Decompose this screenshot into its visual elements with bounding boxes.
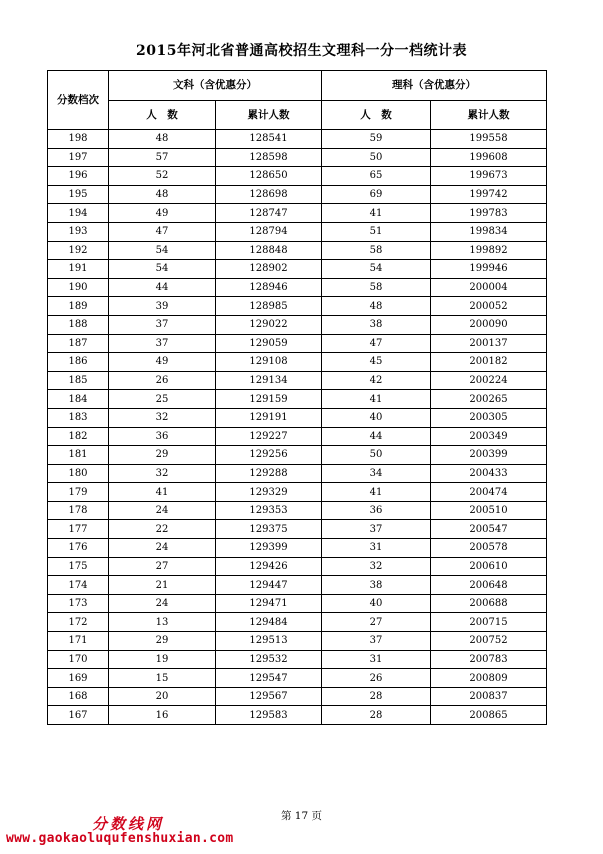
table-row: [48, 483, 547, 502]
liberal-arts-cumulative-cell: 129583: [216, 706, 322, 725]
liberal-arts-cumulative-cell: 129471: [216, 594, 322, 613]
science-count-cell: 40: [322, 408, 431, 427]
science-cumulative-cell: 200305: [431, 408, 547, 427]
liberal-arts-count-cell: 32: [109, 464, 216, 483]
science-cumulative-cell: 199946: [431, 260, 547, 279]
science-cumulative-cell: 199892: [431, 241, 547, 260]
liberal-arts-count-cell: 24: [109, 539, 216, 558]
science-cumulative-cell: 199742: [431, 185, 547, 204]
science-cumulative-cell: 200648: [431, 576, 547, 595]
science-count-cell: 41: [322, 483, 431, 502]
liberal-arts-cumulative-cell: 129547: [216, 669, 322, 688]
score-cell: 173: [48, 594, 109, 613]
liberal-arts-cumulative-cell: 129288: [216, 464, 322, 483]
liberal-arts-count-cell: 16: [109, 706, 216, 725]
score-cell: 187: [48, 334, 109, 353]
score-cell: 175: [48, 557, 109, 576]
table-row: [48, 315, 547, 334]
science-count-cell: 31: [322, 539, 431, 558]
science-cumulative-cell: 199608: [431, 148, 547, 167]
science-cumulative-cell: 199558: [431, 130, 547, 149]
score-cell: 176: [48, 539, 109, 558]
science-cumulative-cell: 200474: [431, 483, 547, 502]
science-count-cell: 47: [322, 334, 431, 353]
score-cell: 196: [48, 167, 109, 186]
table-row: [48, 185, 547, 204]
liberal-arts-cumulative-cell: 129159: [216, 390, 322, 409]
score-cell: 188: [48, 315, 109, 334]
liberal-arts-count-cell: 27: [109, 557, 216, 576]
liberal-arts-count-cell: 39: [109, 297, 216, 316]
liberal-arts-count-cell: 26: [109, 371, 216, 390]
liberal-arts-count-cell: 20: [109, 687, 216, 706]
watermark-url: www.gaokaoluqufenshuxian.com: [6, 831, 234, 846]
table-row: [48, 650, 547, 669]
score-cell: 172: [48, 613, 109, 632]
science-count-cell: 40: [322, 594, 431, 613]
liberal-arts-count-cell: 32: [109, 408, 216, 427]
liberal-arts-count-cell: 22: [109, 520, 216, 539]
science-cumulative-cell: 200090: [431, 315, 547, 334]
science-cumulative-cell: 200433: [431, 464, 547, 483]
liberal-arts-count-cell: 19: [109, 650, 216, 669]
science-count-cell: 32: [322, 557, 431, 576]
score-cell: 198: [48, 130, 109, 149]
table-row: [48, 446, 547, 465]
liberal-arts-cumulative-cell: 128698: [216, 185, 322, 204]
liberal-arts-cumulative-header: 累计人数: [216, 101, 322, 130]
liberal-arts-count-cell: 29: [109, 446, 216, 465]
science-cumulative-cell: 200837: [431, 687, 547, 706]
liberal-arts-count-cell: 25: [109, 390, 216, 409]
science-count-cell: 54: [322, 260, 431, 279]
science-cumulative-cell: 200715: [431, 613, 547, 632]
liberal-arts-cumulative-cell: 129447: [216, 576, 322, 595]
liberal-arts-cumulative-cell: 128794: [216, 222, 322, 241]
liberal-arts-count-cell: 57: [109, 148, 216, 167]
table-row: [48, 687, 547, 706]
score-cell: 169: [48, 669, 109, 688]
liberal-arts-count-cell: 52: [109, 167, 216, 186]
science-count-cell: 48: [322, 297, 431, 316]
table-body: [48, 130, 547, 725]
score-cell: 183: [48, 408, 109, 427]
table-row: [48, 464, 547, 483]
science-count-cell: 45: [322, 353, 431, 372]
liberal-arts-cumulative-cell: 128946: [216, 278, 322, 297]
table-row: [48, 130, 547, 149]
science-cumulative-cell: 200399: [431, 446, 547, 465]
liberal-arts-count-cell: 13: [109, 613, 216, 632]
liberal-arts-cumulative-cell: 129532: [216, 650, 322, 669]
science-count-cell: 28: [322, 706, 431, 725]
score-cell: 189: [48, 297, 109, 316]
watermark-logo: 分数线网: [92, 815, 165, 833]
score-cell: 191: [48, 260, 109, 279]
table-row: [48, 632, 547, 651]
table-row: [48, 278, 547, 297]
liberal-arts-cumulative-cell: 129059: [216, 334, 322, 353]
liberal-arts-cumulative-cell: 129353: [216, 501, 322, 520]
liberal-arts-count-cell: 21: [109, 576, 216, 595]
liberal-arts-cumulative-cell: 128848: [216, 241, 322, 260]
page-title: 2015年河北省普通高校招生文理科一分一档统计表: [136, 43, 467, 59]
science-count-cell: 31: [322, 650, 431, 669]
score-cell: 180: [48, 464, 109, 483]
score-cell: 194: [48, 204, 109, 223]
liberal-arts-count-cell: 24: [109, 594, 216, 613]
science-cumulative-cell: 200265: [431, 390, 547, 409]
table-row: [48, 557, 547, 576]
liberal-arts-cumulative-cell: 128541: [216, 130, 322, 149]
score-cell: 193: [48, 222, 109, 241]
score-cell: 181: [48, 446, 109, 465]
science-cumulative-cell: 200547: [431, 520, 547, 539]
liberal-arts-cumulative-cell: 129191: [216, 408, 322, 427]
liberal-arts-cumulative-cell: 128598: [216, 148, 322, 167]
page-number: 第 17 页: [280, 810, 323, 822]
science-count-cell: 36: [322, 501, 431, 520]
table-row: [48, 204, 547, 223]
science-count-cell: 58: [322, 278, 431, 297]
table-row: [48, 501, 547, 520]
science-count-cell: 58: [322, 241, 431, 260]
liberal-arts-cumulative-cell: 128902: [216, 260, 322, 279]
liberal-arts-cumulative-cell: 129567: [216, 687, 322, 706]
science-cumulative-cell: 200752: [431, 632, 547, 651]
score-column-header: 分数档次: [48, 71, 109, 130]
table-row: [48, 576, 547, 595]
liberal-arts-cumulative-cell: 129256: [216, 446, 322, 465]
science-count-cell: 38: [322, 315, 431, 334]
science-count-cell: 28: [322, 687, 431, 706]
table-row: [48, 408, 547, 427]
science-cumulative-cell: 200688: [431, 594, 547, 613]
table-row: [48, 669, 547, 688]
science-count-cell: 26: [322, 669, 431, 688]
liberal-arts-cumulative-cell: 129426: [216, 557, 322, 576]
liberal-arts-cumulative-cell: 129108: [216, 353, 322, 372]
table-row: [48, 539, 547, 558]
science-count-cell: 42: [322, 371, 431, 390]
science-count-header: 人 数: [322, 101, 431, 130]
liberal-arts-cumulative-cell: 129513: [216, 632, 322, 651]
table-row: [48, 427, 547, 446]
liberal-arts-count-cell: 37: [109, 315, 216, 334]
score-cell: 179: [48, 483, 109, 502]
science-header: 理科（含优惠分）: [322, 71, 547, 101]
science-count-cell: 41: [322, 204, 431, 223]
liberal-arts-count-cell: 29: [109, 632, 216, 651]
table-row: [48, 260, 547, 279]
table-row: [48, 594, 547, 613]
table-row: [48, 371, 547, 390]
science-count-cell: 50: [322, 446, 431, 465]
table-row: [48, 297, 547, 316]
science-count-cell: 59: [322, 130, 431, 149]
science-count-cell: 27: [322, 613, 431, 632]
score-cell: 178: [48, 501, 109, 520]
table-row: [48, 148, 547, 167]
score-cell: 185: [48, 371, 109, 390]
science-cumulative-cell: 199834: [431, 222, 547, 241]
liberal-arts-count-cell: 36: [109, 427, 216, 446]
liberal-arts-cumulative-cell: 129022: [216, 315, 322, 334]
table-row: [48, 167, 547, 186]
liberal-arts-cumulative-cell: 128985: [216, 297, 322, 316]
science-count-cell: 50: [322, 148, 431, 167]
liberal-arts-count-cell: 41: [109, 483, 216, 502]
liberal-arts-cumulative-cell: 128747: [216, 204, 322, 223]
science-cumulative-cell: 200349: [431, 427, 547, 446]
score-cell: 167: [48, 706, 109, 725]
score-cell: 184: [48, 390, 109, 409]
science-cumulative-cell: 199783: [431, 204, 547, 223]
liberal-arts-cumulative-cell: 129329: [216, 483, 322, 502]
table-row: [48, 520, 547, 539]
table-row: [48, 222, 547, 241]
score-cell: 171: [48, 632, 109, 651]
liberal-arts-count-cell: 48: [109, 130, 216, 149]
liberal-arts-header: 文科（含优惠分）: [109, 71, 322, 101]
liberal-arts-count-cell: 37: [109, 334, 216, 353]
score-cell: 174: [48, 576, 109, 595]
table-row: [48, 241, 547, 260]
science-cumulative-cell: 200610: [431, 557, 547, 576]
science-cumulative-cell: 200510: [431, 501, 547, 520]
science-cumulative-cell: 199673: [431, 167, 547, 186]
science-count-cell: 37: [322, 520, 431, 539]
science-cumulative-cell: 200052: [431, 297, 547, 316]
liberal-arts-count-header: 人 数: [109, 101, 216, 130]
score-table: [47, 70, 547, 725]
score-cell: 192: [48, 241, 109, 260]
science-cumulative-header: 累计人数: [431, 101, 547, 130]
science-count-cell: 41: [322, 390, 431, 409]
science-cumulative-cell: 200783: [431, 650, 547, 669]
science-count-cell: 37: [322, 632, 431, 651]
score-cell: 168: [48, 687, 109, 706]
science-count-cell: 44: [322, 427, 431, 446]
science-cumulative-cell: 200865: [431, 706, 547, 725]
science-cumulative-cell: 200182: [431, 353, 547, 372]
liberal-arts-count-cell: 47: [109, 222, 216, 241]
science-count-cell: 65: [322, 167, 431, 186]
science-cumulative-cell: 200224: [431, 371, 547, 390]
liberal-arts-count-cell: 49: [109, 204, 216, 223]
liberal-arts-count-cell: 24: [109, 501, 216, 520]
science-cumulative-cell: 200004: [431, 278, 547, 297]
table-row: [48, 334, 547, 353]
liberal-arts-count-cell: 54: [109, 241, 216, 260]
liberal-arts-count-cell: 44: [109, 278, 216, 297]
liberal-arts-count-cell: 48: [109, 185, 216, 204]
science-cumulative-cell: 200137: [431, 334, 547, 353]
science-cumulative-cell: 200578: [431, 539, 547, 558]
liberal-arts-cumulative-cell: 129134: [216, 371, 322, 390]
liberal-arts-count-cell: 49: [109, 353, 216, 372]
score-cell: 186: [48, 353, 109, 372]
liberal-arts-cumulative-cell: 129375: [216, 520, 322, 539]
score-cell: 195: [48, 185, 109, 204]
score-cell: 170: [48, 650, 109, 669]
score-cell: 182: [48, 427, 109, 446]
score-cell: 190: [48, 278, 109, 297]
table-header: [48, 71, 547, 130]
science-count-cell: 34: [322, 464, 431, 483]
liberal-arts-count-cell: 15: [109, 669, 216, 688]
liberal-arts-cumulative-cell: 128650: [216, 167, 322, 186]
science-count-cell: 38: [322, 576, 431, 595]
score-cell: 177: [48, 520, 109, 539]
table-row: [48, 613, 547, 632]
table-row: [48, 390, 547, 409]
science-cumulative-cell: 200809: [431, 669, 547, 688]
science-count-cell: 51: [322, 222, 431, 241]
liberal-arts-cumulative-cell: 129227: [216, 427, 322, 446]
liberal-arts-cumulative-cell: 129399: [216, 539, 322, 558]
table-row: [48, 353, 547, 372]
liberal-arts-cumulative-cell: 129484: [216, 613, 322, 632]
score-cell: 197: [48, 148, 109, 167]
liberal-arts-count-cell: 54: [109, 260, 216, 279]
table-row: [48, 706, 547, 725]
science-count-cell: 69: [322, 185, 431, 204]
